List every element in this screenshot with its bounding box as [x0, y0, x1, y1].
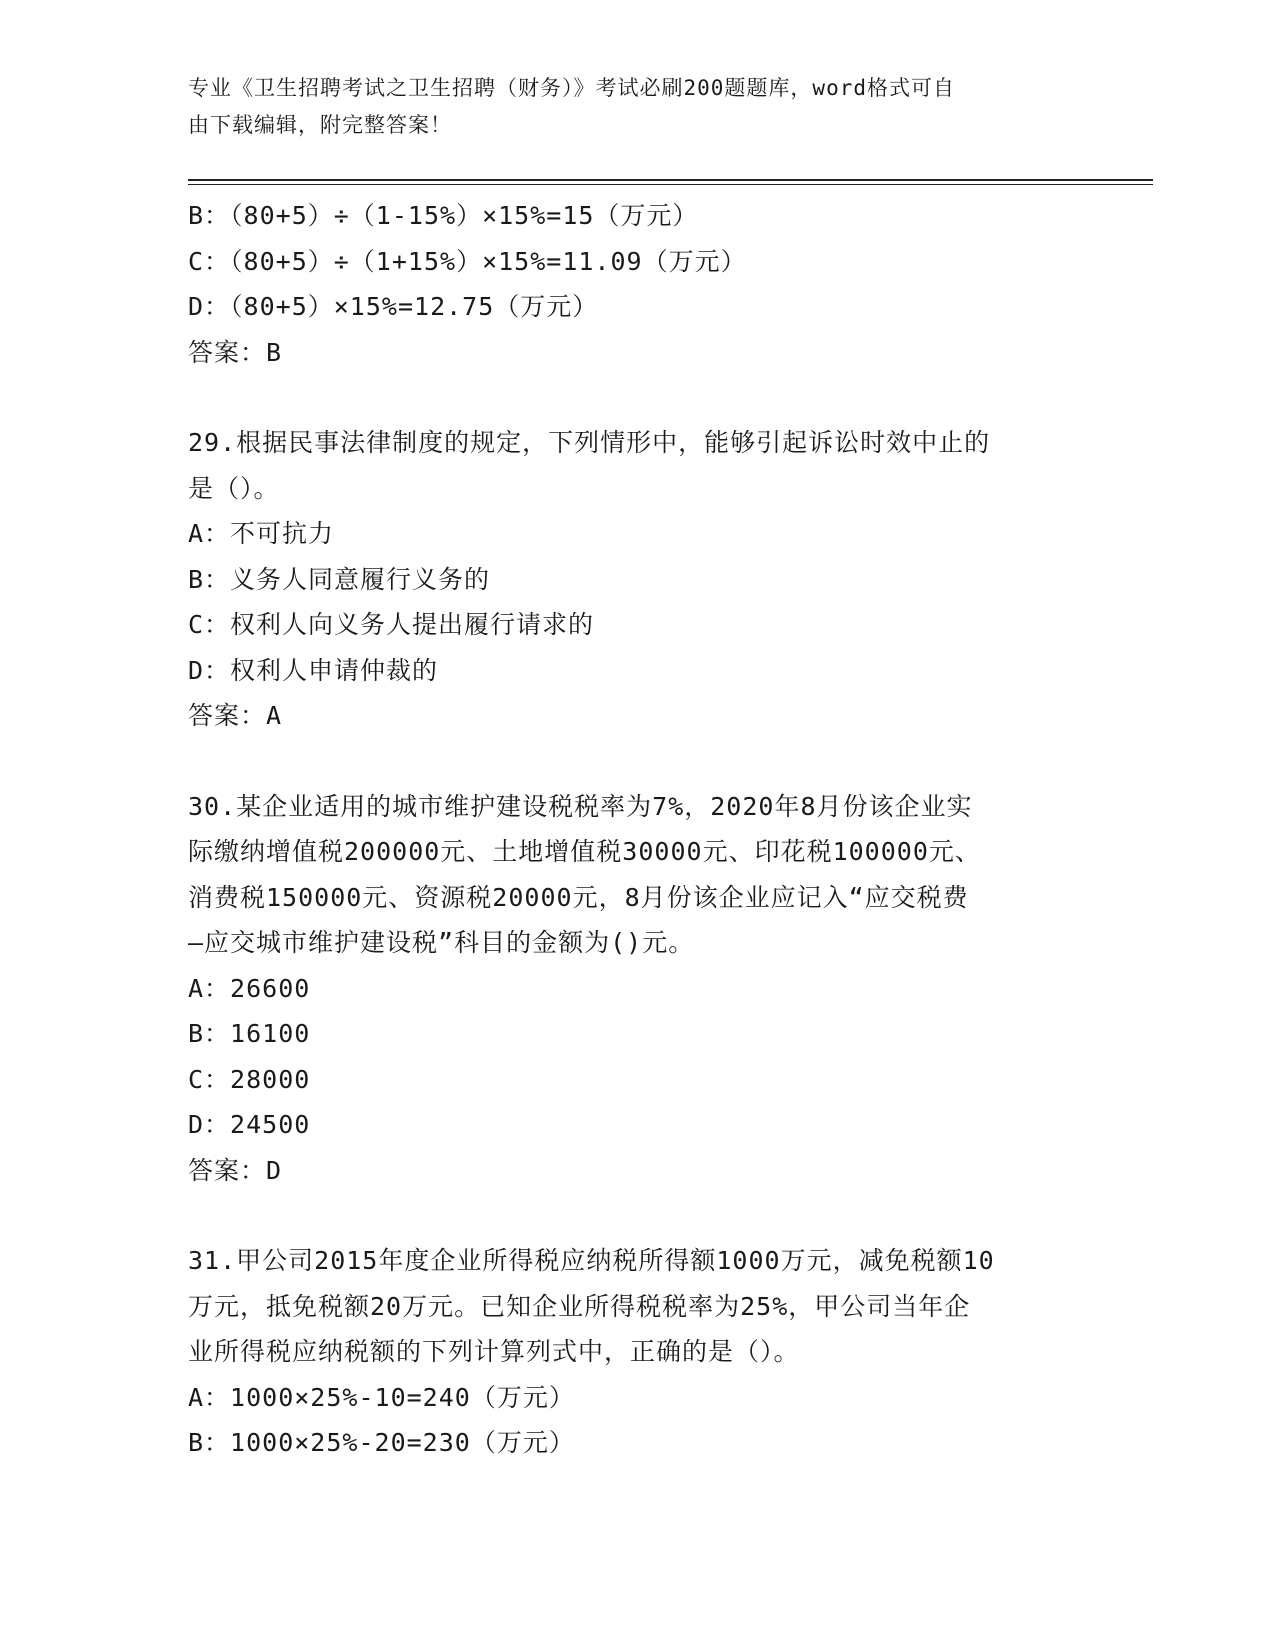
q29-answer: 答案：A	[188, 701, 283, 730]
q30-answer: 答案：D	[188, 1155, 283, 1185]
q28-option-b: B：（80+5）÷（1-15%）×15%=15（万元）	[188, 201, 699, 230]
q30-option-c: C：28000	[188, 1064, 311, 1094]
question-list	[188, 193, 1153, 1466]
header-divider	[188, 179, 1153, 185]
q30-stem-line-2: 际缴纳增值税200000元、土地增值税30000元、印花税100000元、	[188, 837, 981, 866]
q28-option-c: C：（80+5）÷（1+15%）×15%=11.09（万元）	[188, 246, 747, 276]
question-31	[188, 1238, 1153, 1466]
spacer	[188, 739, 1153, 784]
q30-stem-line-1: 30.某企业适用的城市维护建设税税率为7%，2020年8月份该企业实	[188, 791, 973, 821]
q29-option-c: C：权利人向义务人提出履行请求的	[188, 610, 595, 639]
q28-answer: 答案：B	[188, 337, 283, 367]
q31-stem-line-2: 万元，抵免税额20万元。已知企业所得税税率为25%，甲公司当年企	[188, 1291, 971, 1321]
spacer	[188, 1193, 1153, 1238]
q31-option-b: B：1000×25%-20=230（万元）	[188, 1428, 575, 1457]
q30-stem-line-4: —应交城市维护建设税”科目的金额为()元。	[188, 928, 695, 957]
q29-stem-line-1: 29.根据民事法律制度的规定，下列情形中，能够引起诉讼时效中止的	[188, 428, 991, 457]
header-line-2: 由下载编辑，附完整答案！	[188, 113, 452, 137]
question-28	[188, 193, 1153, 375]
question-29	[188, 420, 1153, 739]
spacer	[188, 375, 1153, 420]
q29-option-b: B：义务人同意履行义务的	[188, 564, 491, 594]
document-page	[188, 70, 1153, 1466]
q29-option-d: D：权利人申请仲裁的	[188, 655, 439, 685]
q31-stem-line-1: 31.甲公司2015年度企业所得税应纳税所得额1000万元，减免税额10	[188, 1246, 995, 1275]
question-30	[188, 784, 1153, 1194]
q28-option-d: D：（80+5）×15%=12.75（万元）	[188, 292, 599, 321]
q31-option-a: A：1000×25%-10=240（万元）	[188, 1382, 575, 1412]
header-line-1: 专业《卫生招聘考试之卫生招聘（财务）》考试必刷200题题库，word格式可自	[188, 76, 955, 100]
q30-option-a: A：26600	[188, 973, 311, 1003]
q30-option-d: D：24500	[188, 1110, 311, 1139]
document-header	[188, 70, 1153, 144]
q30-option-b: B：16100	[188, 1019, 311, 1048]
q29-stem-line-2: 是（）。	[188, 473, 280, 503]
q31-stem-line-3: 业所得税应纳税额的下列计算列式中，正确的是（）。	[188, 1337, 800, 1366]
q29-option-a: A：不可抗力	[188, 519, 335, 548]
q30-stem-line-3: 消费税150000元、资源税20000元，8月份该企业应记入“应交税费	[188, 882, 969, 912]
